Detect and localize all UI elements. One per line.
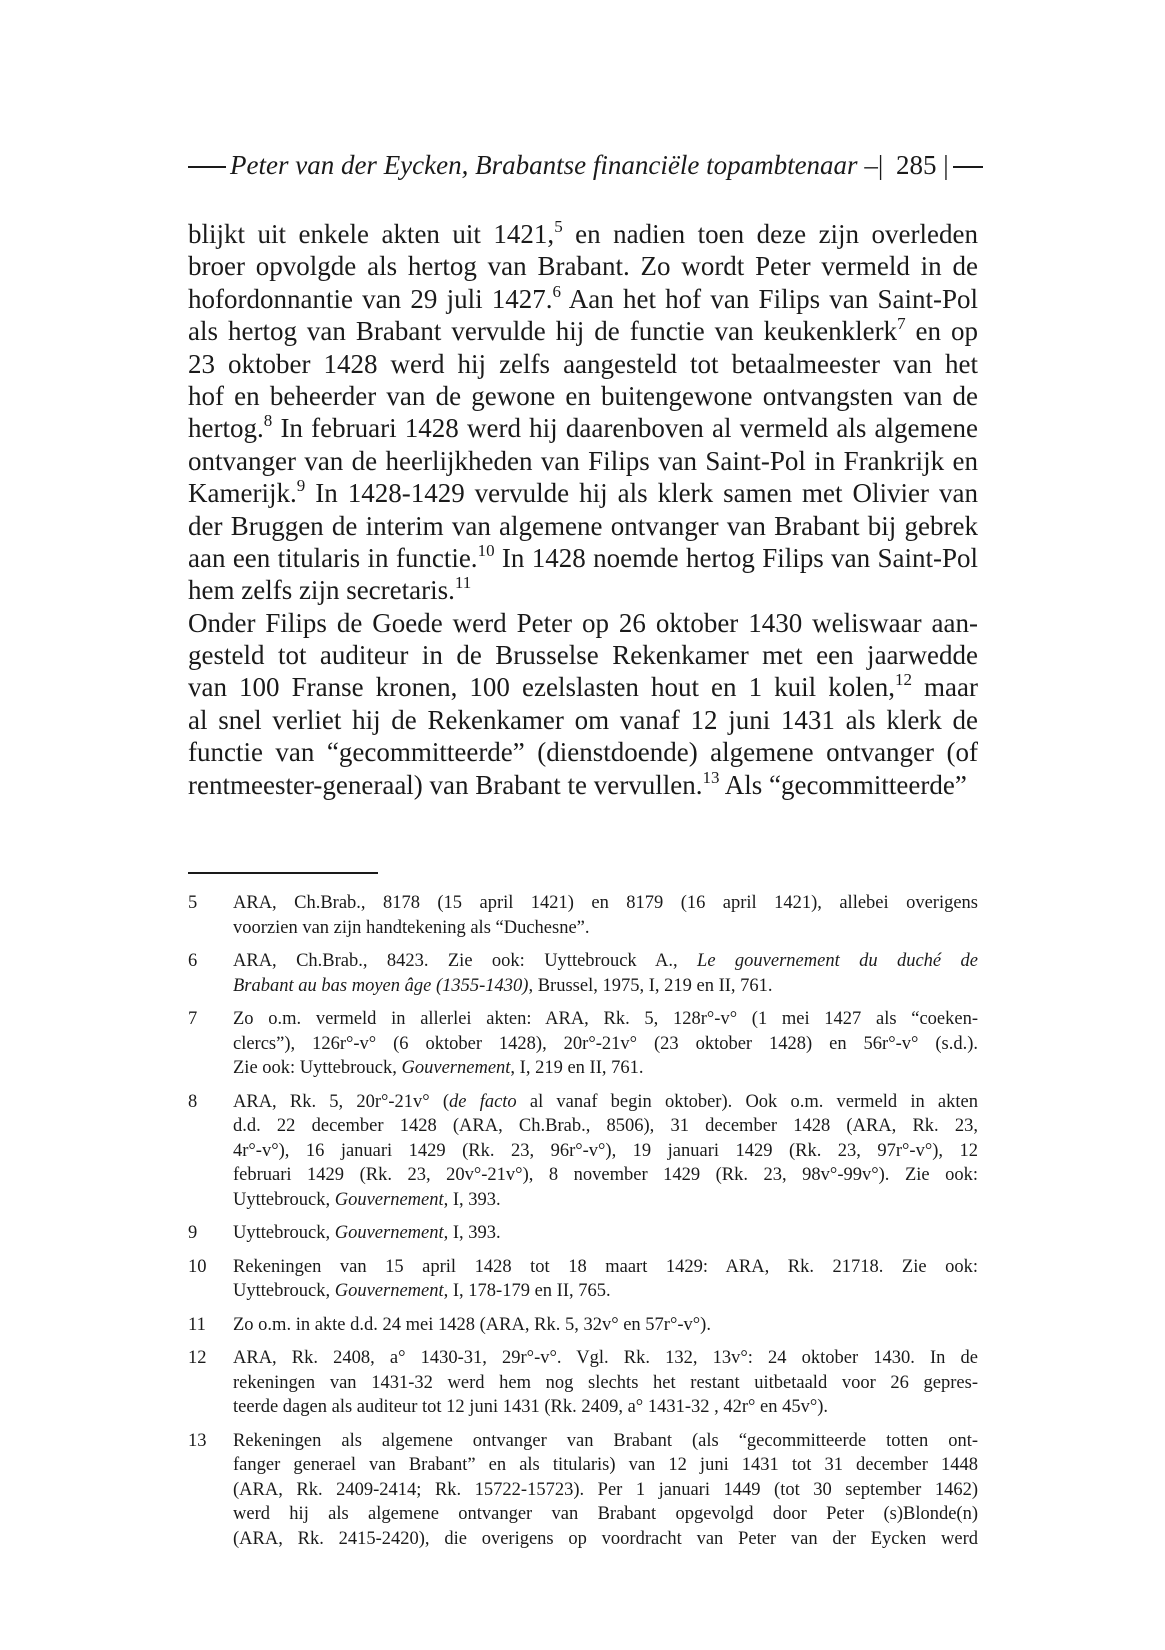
body-line: [188, 704, 978, 736]
body-line: [188, 510, 978, 542]
footnote-text: d.d. 22 december 1428 (ARA, Ch.Brab., 8506), 31 december 1428 (ARA, Rk. 23,: [233, 1116, 978, 1136]
footnote-number: 12: [188, 1348, 207, 1368]
footnote-italic-text: Le gouvernement du duché de: [697, 951, 978, 971]
body-line-text: aan een titularis in functie.: [188, 542, 478, 573]
footnote-number: 13: [188, 1430, 207, 1451]
footnote-text: werd hij als algemene ontvanger van Brabant opgevolgd door Peter (s)Blonde(n): [233, 1504, 978, 1524]
footnote: [188, 1429, 978, 1552]
body-line-text: en nadien toen deze zijn overleden: [562, 219, 979, 249]
body-line-text: hertog.: [188, 413, 264, 444]
footnote-line: [233, 1255, 978, 1280]
body-line-text: gesteld tot auditeur in de Brusselse Rekenkamer met een jaarwedde: [188, 640, 978, 671]
body-line: [188, 283, 978, 315]
footnote-text: Zie ook: Uyttebrouck,: [233, 1058, 402, 1078]
body-line-text: rentmeester-generaal) van Brabant te vervullen.: [188, 769, 703, 800]
footnote-text: Uyttebrouck,: [233, 1281, 335, 1301]
footnote-line: [233, 974, 978, 999]
footnote-italic-text: Brabant au bas moyen âge (1355-1430): [233, 975, 529, 996]
footnote-line: [233, 1371, 978, 1396]
body-line-text: hem zelfs zijn secretaris.: [188, 575, 455, 606]
body-line: [188, 315, 978, 347]
body-line-text: van 100 Franse kronen, 100 ezelslasten hout en 1 kuil kolen,: [188, 672, 895, 703]
footnote-text: ARA, Ch.Brab., 8423. Zie ook: Uyttebrouck A.,: [233, 951, 698, 971]
footnote-ref: 8: [263, 411, 273, 431]
running-head-rule-left: [188, 166, 226, 168]
footnote-text: Zo o.m. in akte d.d. 24 mei 1428 (ARA, Rk. 5, 32v° en 57r°-v°).: [233, 1314, 711, 1335]
body-line: [188, 445, 978, 477]
footnote-line: [233, 1279, 978, 1304]
body-line: [188, 412, 978, 444]
footnote: [188, 1346, 978, 1420]
footnote-rule: [188, 872, 378, 874]
footnote-text: (ARA, Rk. 2415-2420), die overigens op voordracht van Peter van der Eycken werd: [233, 1528, 978, 1549]
body-line-text: 23 oktober 1428 werd hij zelfs aangesteld tot betaalmeester van het: [188, 348, 978, 379]
body-line-text: Kamerijk.: [188, 478, 297, 509]
footnote-ref: 7: [897, 314, 906, 334]
body-line: [188, 639, 978, 671]
footnote-number: 9: [188, 1223, 198, 1243]
footnote-line: [233, 1188, 978, 1213]
footnote-ref: 13: [702, 767, 720, 787]
body-line-text: In februari 1428 werd hij daarenboven al vermeld als algemene: [272, 413, 978, 444]
footnotes: [188, 891, 978, 1560]
body-line-text: en op: [905, 316, 979, 347]
footnote-line: [233, 891, 978, 916]
body-line: [188, 218, 978, 250]
body-line: [188, 250, 978, 282]
body-line-text: maar: [911, 672, 978, 703]
body-line-text: hofordonnantie van 29 juli 1427.: [188, 283, 553, 314]
footnote-ref: 12: [894, 670, 912, 690]
body-line-text: al snel verliet hij de Rekenkamer om vanaf 12 juni 1431 als klerk de: [188, 704, 978, 735]
body-line-text: In 1428 noemde hertog Filips van Saint-Pol: [494, 542, 978, 573]
footnote-number: 6: [188, 951, 198, 971]
body-line-text: functie van “gecommitteerde” (dienstdoende) algemene ontvanger (of: [188, 737, 978, 768]
footnote-text: clercs”), 126r°-v° (6 oktober 1428), 20r°-21v° (23 oktober 1428) en 56r°-v° (s.d.).: [233, 1033, 978, 1054]
running-head-separator: –|: [864, 150, 884, 180]
body-line: [188, 736, 978, 768]
footnote-line: [233, 949, 978, 974]
footnote-line: [233, 1090, 978, 1115]
footnote-text: 4r°-v°), 16 januari 1429 (Rk. 23, 96r°-v°), 19 januari 1429 (Rk. 23, 97r°-v°), 12: [233, 1140, 978, 1161]
body-line: [188, 574, 978, 606]
footnote-number: 7: [188, 1009, 198, 1029]
footnote-ref: 6: [552, 281, 562, 301]
footnote-line: [233, 1346, 978, 1371]
body-line: [188, 671, 978, 703]
footnote: [188, 891, 978, 940]
footnote-line: [233, 1114, 978, 1139]
footnote-text: ARA, Rk. 2408, a° 1430-31, 29r°-v°. Vgl. Rk. 132, 13v°: 24 oktober 1430. In de: [233, 1348, 978, 1368]
body-line-text: In 1428-1429 vervulde hij als klerk samen met Olivier van: [305, 478, 978, 509]
footnote: [188, 1007, 978, 1081]
footnote-italic-text: Gouvernement: [334, 1189, 444, 1210]
footnote-number: 10: [188, 1256, 207, 1277]
footnote-ref: 11: [454, 573, 472, 593]
running-head-rule-right: [953, 166, 983, 168]
running-head-title: Peter van der Eycken, Brabantse financiële topambtenaar: [230, 150, 858, 180]
footnote-text: (ARA, Rk. 2409-2414; Rk. 15722-15723). Per 1 januari 1449 (tot 30 september 1462): [233, 1479, 978, 1500]
footnote-line: [233, 1139, 978, 1164]
body-line: [188, 607, 978, 639]
footnote: [188, 1221, 978, 1246]
footnote: [188, 1255, 978, 1304]
footnote-line: [233, 1313, 978, 1338]
footnote-text: rekeningen van 1431-32 werd hem nog slechts het restant uitbetaald voor 26 gepres-: [233, 1372, 978, 1393]
body-line-text: der Bruggen de interim van algemene ontvanger van Brabant bij gebrek: [188, 510, 978, 541]
page-number: 285: [895, 150, 937, 180]
footnote-line: [233, 1221, 978, 1246]
footnote-text: , I, 219 en II, 761.: [510, 1058, 644, 1078]
footnote-italic-text: Gouvernement: [334, 1281, 444, 1301]
footnote-italic-text: Gouvernement: [334, 1223, 444, 1243]
footnote-number: 5: [188, 893, 198, 913]
body-line-text: hof en beheerder van de gewone en buitengewone ontvangsten van de: [188, 380, 978, 411]
footnote-line: [233, 1429, 978, 1454]
footnote-ref: 9: [296, 476, 306, 496]
footnote: [188, 1313, 978, 1338]
body-line-text: ontvanger van de heerlijkheden van Filips van Saint-Pol in Frankrijk en: [188, 445, 978, 476]
footnote-line: [233, 1502, 978, 1527]
footnote-line: [233, 1056, 978, 1081]
body-line: [188, 348, 978, 380]
body-line: [188, 542, 978, 574]
footnote-ref: 10: [477, 540, 495, 560]
footnote-line: [233, 1007, 978, 1032]
footnote-ref: 5: [554, 217, 563, 236]
body-line-text: broer opvolgde als hertog van Brabant. Zo wordt Peter vermeld in de: [188, 251, 978, 282]
body-line-text: Als “gecommitteerde”: [719, 769, 967, 800]
footnote-text: voorzien van zijn handtekening als “Duchesne”.: [233, 917, 590, 938]
footnote-text: februari 1429 (Rk. 23, 20v°-21v°), 8 november 1429 (Rk. 23, 98v°-99v°). Zie ook:: [233, 1165, 978, 1185]
footnote-text: , Brussel, 1975, I, 219 en II, 761.: [528, 975, 773, 996]
running-head-separator: |: [943, 150, 949, 180]
footnote-line: [233, 916, 978, 941]
body-line-text: blijkt uit enkele akten uit 1421,: [188, 219, 555, 249]
footnote-line: [233, 1032, 978, 1057]
footnote-text: ARA, Ch.Brab., 8178 (15 april 1421) en 8179 (16 april 1421), allebei overigens: [233, 893, 978, 913]
footnote-text: Rekeningen van 15 april 1428 tot 18 maart 1429: ARA, Rk. 21718. Zie ook:: [233, 1256, 978, 1277]
footnote-text: fanger generael van Brabant” en als titularis) van 12 juni 1431 tot 31 december 1448: [233, 1455, 978, 1475]
footnote-line: [233, 1163, 978, 1188]
body-line-text: Onder Filips de Goede werd Peter op 26 oktober 1430 weliswaar aan-: [188, 607, 978, 638]
body-line: [188, 380, 978, 412]
footnote-text: , I, 393.: [443, 1189, 501, 1210]
footnote-text: Uyttebrouck,: [233, 1223, 335, 1243]
running-head: [188, 148, 978, 182]
body-line: [188, 477, 978, 509]
body-text: [188, 218, 978, 801]
footnote-text: Rekeningen als algemene ontvanger van Brabant (als “gecommitteerde totten ont-: [233, 1430, 978, 1451]
footnote-line: [233, 1453, 978, 1478]
footnote-line: [233, 1478, 978, 1503]
footnote-number: 11: [188, 1314, 206, 1335]
footnote-text: Zo o.m. vermeld in allerlei akten: ARA, Rk. 5, 128r°-v° (1 mei 1427 als “coeken-: [233, 1009, 978, 1029]
footnote-text: ARA, Rk. 5, 20r°-21v° (: [233, 1091, 450, 1112]
footnote-text: , I, 393.: [443, 1223, 501, 1243]
footnote: [188, 949, 978, 998]
footnote-text: , I, 178-179 en II, 765.: [443, 1281, 611, 1301]
footnote: [188, 1090, 978, 1213]
footnote-text: al vanaf begin oktober). Ook o.m. vermeld in akten: [516, 1091, 978, 1112]
body-line-text: Aan het hof van Filips van Saint-Pol: [561, 283, 978, 314]
footnote-text: Uyttebrouck,: [233, 1189, 335, 1210]
footnote-number: 8: [188, 1091, 198, 1112]
footnote-line: [233, 1395, 978, 1420]
body-line-text: als hertog van Brabant vervulde hij de functie van keukenklerk: [188, 316, 898, 347]
footnote-line: [233, 1527, 978, 1552]
body-line: [188, 769, 978, 801]
footnote-italic-text: de facto: [449, 1091, 517, 1112]
footnote-text: teerde dagen als auditeur tot 12 juni 1431 (Rk. 2409, a° 1431-32 , 42r° en 45v°).: [233, 1397, 829, 1417]
footnote-italic-text: Gouvernement: [401, 1058, 511, 1078]
